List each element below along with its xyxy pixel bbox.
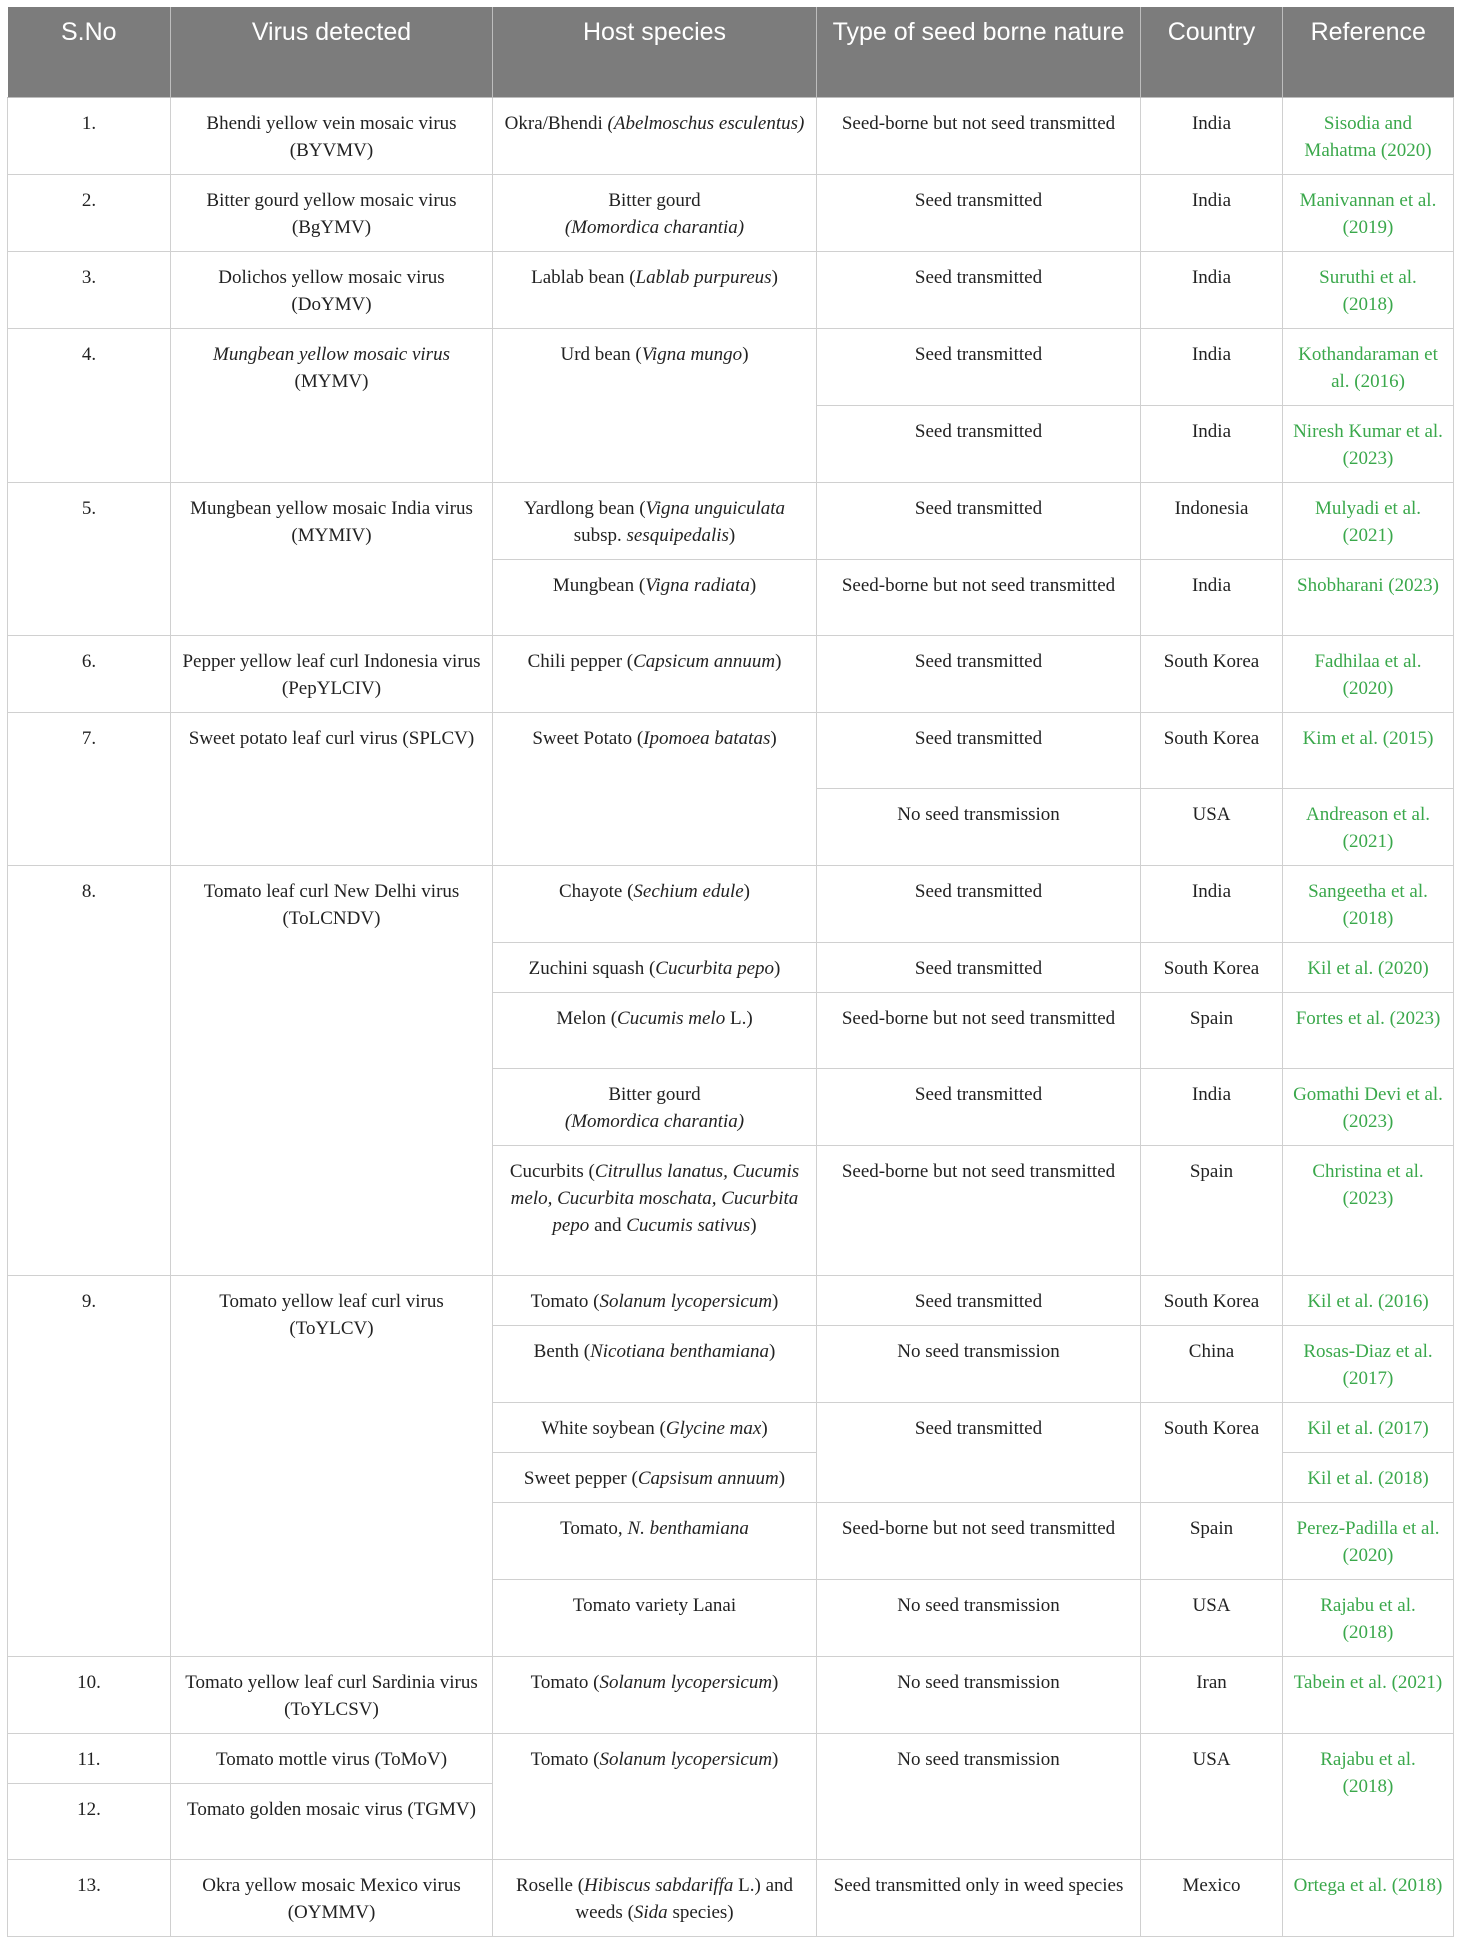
type-cell: Seed transmitted: [817, 636, 1141, 713]
country-cell: India: [1141, 175, 1283, 252]
header-country: Country: [1141, 7, 1283, 98]
type-cell: No seed transmission: [817, 789, 1141, 866]
type-cell: Seed transmitted: [817, 866, 1141, 943]
country-cell: USA: [1141, 789, 1283, 866]
virus-cell: Pepper yellow leaf curl Indonesia virus (PepYLCIV): [171, 636, 493, 713]
country-cell: India: [1141, 329, 1283, 406]
reference-link[interactable]: Shobharani (2023): [1283, 560, 1454, 636]
type-cell: Seed-borne but not seed transmitted: [817, 1146, 1141, 1276]
reference-link[interactable]: Rajabu et al. (2018): [1283, 1580, 1454, 1657]
host-cell: Urd bean (Vigna mungo): [493, 329, 817, 483]
sno-cell: 8.: [8, 866, 171, 1276]
sno-cell: 9.: [8, 1276, 171, 1657]
sno-cell: 7.: [8, 713, 171, 866]
reference-link[interactable]: Sangeetha et al. (2018): [1283, 866, 1454, 943]
table-row: [8, 713, 1454, 789]
table-row: [8, 329, 1454, 406]
virus-cell: Dolichos yellow mosaic virus (DoYMV): [171, 252, 493, 329]
header-reference: Reference: [1283, 7, 1454, 98]
host-cell: Benth (Nicotiana benthamiana): [493, 1326, 817, 1403]
reference-link[interactable]: Andreason et al. (2021): [1283, 789, 1454, 866]
type-cell: Seed transmitted: [817, 1276, 1141, 1326]
virus-seed-transmission-table: [7, 7, 1454, 1937]
country-cell: South Korea: [1141, 943, 1283, 993]
reference-link[interactable]: Rosas-Diaz et al. (2017): [1283, 1326, 1454, 1403]
type-cell: Seed-borne but not seed transmitted: [817, 560, 1141, 636]
reference-link[interactable]: Christina et al. (2023): [1283, 1146, 1454, 1276]
host-cell: Roselle (Hibiscus sabdariffa L.) and weeds (Sida species): [493, 1860, 817, 1937]
type-cell: Seed transmitted: [817, 1403, 1141, 1503]
virus-cell: Bitter gourd yellow mosaic virus (BgYMV): [171, 175, 493, 252]
type-cell: No seed transmission: [817, 1326, 1141, 1403]
host-cell: Melon (Cucumis melo L.): [493, 993, 817, 1069]
sno-cell: 11.: [8, 1734, 171, 1784]
reference-link[interactable]: Manivannan et al. (2019): [1283, 175, 1454, 252]
table-row: [8, 1276, 1454, 1326]
type-cell: No seed transmission: [817, 1580, 1141, 1657]
virus-cell: Tomato yellow leaf curl Sardinia virus (ToYLCSV): [171, 1657, 493, 1734]
type-cell: Seed-borne but not seed transmitted: [817, 993, 1141, 1069]
reference-link[interactable]: Rajabu et al. (2018): [1283, 1734, 1454, 1860]
header-row: [8, 7, 1454, 98]
sno-cell: 13.: [8, 1860, 171, 1937]
country-cell: USA: [1141, 1580, 1283, 1657]
country-cell: South Korea: [1141, 1403, 1283, 1503]
type-cell: No seed transmission: [817, 1734, 1141, 1860]
type-cell: Seed-borne but not seed transmitted: [817, 98, 1141, 175]
sno-cell: 10.: [8, 1657, 171, 1734]
host-cell: Tomato, N. benthamiana: [493, 1503, 817, 1580]
table-row: [8, 175, 1454, 252]
country-cell: Spain: [1141, 1146, 1283, 1276]
host-cell: Bitter gourd (Momordica charantia): [493, 1069, 817, 1146]
type-cell: Seed transmitted: [817, 406, 1141, 483]
reference-link[interactable]: Kim et al. (2015): [1283, 713, 1454, 789]
country-cell: India: [1141, 98, 1283, 175]
sno-cell: 6.: [8, 636, 171, 713]
virus-cell: Mungbean yellow mosaic India virus (MYMIV): [171, 483, 493, 636]
host-cell: Bitter gourd (Momordica charantia): [493, 175, 817, 252]
host-cell: Okra/Bhendi (Abelmoschus esculentus): [493, 98, 817, 175]
country-cell: India: [1141, 406, 1283, 483]
host-cell: Tomato (Solanum lycopersicum): [493, 1734, 817, 1860]
host-cell: Zuchini squash (Cucurbita pepo): [493, 943, 817, 993]
table-row: [8, 1860, 1454, 1937]
sno-cell: 12.: [8, 1784, 171, 1860]
reference-link[interactable]: Fortes et al. (2023): [1283, 993, 1454, 1069]
country-cell: Spain: [1141, 993, 1283, 1069]
virus-cell: Tomato yellow leaf curl virus (ToYLCV): [171, 1276, 493, 1657]
type-cell: Seed transmitted: [817, 1069, 1141, 1146]
reference-link[interactable]: Sisodia and Mahatma (2020): [1283, 98, 1454, 175]
sno-cell: 5.: [8, 483, 171, 636]
country-cell: South Korea: [1141, 713, 1283, 789]
reference-link[interactable]: Kothandaraman et al. (2016): [1283, 329, 1454, 406]
table-row: [8, 1657, 1454, 1734]
reference-link[interactable]: Niresh Kumar et al. (2023): [1283, 406, 1454, 483]
reference-link[interactable]: Gomathi Devi et al. (2023): [1283, 1069, 1454, 1146]
country-cell: India: [1141, 560, 1283, 636]
country-cell: India: [1141, 252, 1283, 329]
reference-link[interactable]: Perez-Padilla et al. (2020): [1283, 1503, 1454, 1580]
virus-cell: Okra yellow mosaic Mexico virus (OYMMV): [171, 1860, 493, 1937]
host-cell: Lablab bean (Lablab purpureus): [493, 252, 817, 329]
type-cell: Seed transmitted: [817, 713, 1141, 789]
reference-link[interactable]: Ortega et al. (2018): [1283, 1860, 1454, 1937]
sno-cell: 3.: [8, 252, 171, 329]
reference-link[interactable]: Mulyadi et al. (2021): [1283, 483, 1454, 560]
virus-cell: Tomato mottle virus (ToMoV): [171, 1734, 493, 1784]
host-cell: Sweet Potato (Ipomoea batatas): [493, 713, 817, 866]
country-cell: South Korea: [1141, 1276, 1283, 1326]
host-cell: Mungbean (Vigna radiata): [493, 560, 817, 636]
host-cell: White soybean (Glycine max): [493, 1403, 817, 1453]
table-row: [8, 866, 1454, 943]
type-cell: Seed transmitted: [817, 175, 1141, 252]
host-cell: Chayote (Sechium edule): [493, 866, 817, 943]
virus-cell: Tomato leaf curl New Delhi virus (ToLCNDV): [171, 866, 493, 1276]
country-cell: India: [1141, 1069, 1283, 1146]
type-cell: Seed transmitted: [817, 943, 1141, 993]
country-cell: India: [1141, 866, 1283, 943]
sno-cell: 2.: [8, 175, 171, 252]
type-cell: Seed transmitted only in weed species: [817, 1860, 1141, 1937]
reference-link[interactable]: Suruthi et al. (2018): [1283, 252, 1454, 329]
table-row: [8, 483, 1454, 560]
country-cell: Mexico: [1141, 1860, 1283, 1937]
table-row: [8, 1734, 1454, 1784]
host-cell: Tomato variety Lanai: [493, 1580, 817, 1657]
table-row: [8, 636, 1454, 713]
virus-cell: Tomato golden mosaic virus (TGMV): [171, 1784, 493, 1860]
virus-cell: Mungbean yellow mosaic virus (MYMV): [171, 329, 493, 483]
host-cell: Yardlong bean (Vigna unguiculata subsp. sesquipedalis): [493, 483, 817, 560]
table-row: [8, 252, 1454, 329]
table-row: [8, 98, 1454, 175]
reference-link[interactable]: Kil et al. (2018): [1283, 1453, 1454, 1503]
reference-link[interactable]: Tabein et al. (2021): [1283, 1657, 1454, 1734]
sno-cell: 4.: [8, 329, 171, 483]
header-virus: Virus detected: [171, 7, 493, 98]
virus-cell: Sweet potato leaf curl virus (SPLCV): [171, 713, 493, 866]
host-cell: Chili pepper (Capsicum annuum): [493, 636, 817, 713]
country-cell: South Korea: [1141, 636, 1283, 713]
header-type: Type of seed borne nature: [817, 7, 1141, 98]
type-cell: Seed transmitted: [817, 252, 1141, 329]
type-cell: Seed transmitted: [817, 483, 1141, 560]
country-cell: China: [1141, 1326, 1283, 1403]
country-cell: Iran: [1141, 1657, 1283, 1734]
host-cell: Tomato (Solanum lycopersicum): [493, 1657, 817, 1734]
reference-link[interactable]: Fadhilaa et al. (2020): [1283, 636, 1454, 713]
type-cell: Seed-borne but not seed transmitted: [817, 1503, 1141, 1580]
header-sno: S.No: [8, 7, 171, 98]
reference-link[interactable]: Kil et al. (2020): [1283, 943, 1454, 993]
table-container: [7, 7, 1453, 1937]
host-cell: Sweet pepper (Capsisum annuum): [493, 1453, 817, 1503]
country-cell: USA: [1141, 1734, 1283, 1860]
host-cell: Tomato (Solanum lycopersicum): [493, 1276, 817, 1326]
host-cell: Cucurbits (Citrullus lanatus, Cucumis melo, Cucurbita moschata, Cucurbita pepo and Cucumis sativus): [493, 1146, 817, 1276]
type-cell: No seed transmission: [817, 1657, 1141, 1734]
reference-link[interactable]: Kil et al. (2017): [1283, 1403, 1454, 1453]
country-cell: Indonesia: [1141, 483, 1283, 560]
virus-cell: Bhendi yellow vein mosaic virus (BYVMV): [171, 98, 493, 175]
type-cell: Seed transmitted: [817, 329, 1141, 406]
country-cell: Spain: [1141, 1503, 1283, 1580]
header-host: Host species: [493, 7, 817, 98]
sno-cell: 1.: [8, 98, 171, 175]
reference-link[interactable]: Kil et al. (2016): [1283, 1276, 1454, 1326]
